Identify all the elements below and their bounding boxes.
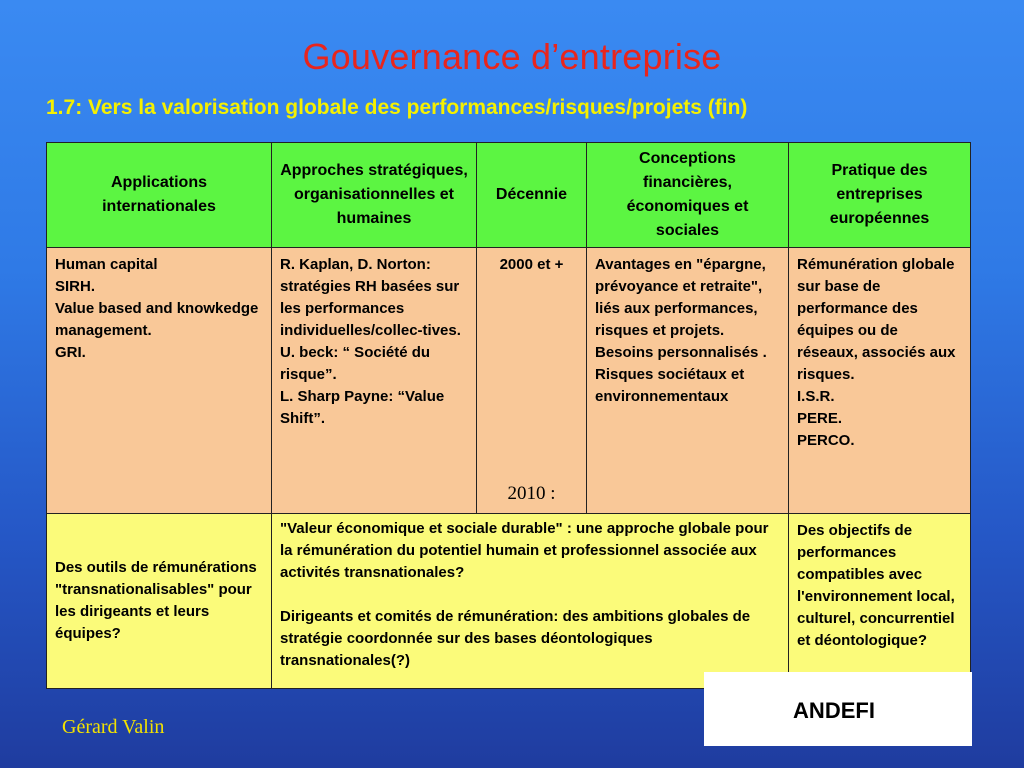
header-applications: Applications internationales [47,143,272,248]
cell-pratique-2010s: Des objectifs de performances compatibles avec l'environnement local, culturel, concurrentiel et déontologique? [789,514,971,689]
cell-pratique-2000s: Rémunération globale sur base de performance des équipes ou de réseaux, associés aux risques. I.S.R. PERE. PERCO. [789,248,971,514]
table-row-2010s [47,514,971,689]
cell-approches-2000s: R. Kaplan, D. Norton: stratégies RH basées sur les performances individuelles/collec-tives. U. beck: “ Société du risque”. L. Sharp Payne: “Value Shift”. [272,248,477,514]
decade-2010: 2010 : [507,483,556,504]
table-row-2000s [47,248,971,514]
header-conceptions: Conceptions financières, économiques et sociales [587,143,789,248]
cell-merged-2010s [272,514,789,689]
andefi-logo-text: ANDEFI [793,698,875,723]
andefi-logo-box [704,672,972,746]
cell-applications-2010s: Des outils de rémunérations "transnationalisables" pour les dirigeants et leurs équipes? [47,514,272,689]
header-decennie: Décennie [477,143,587,248]
author-name: Gérard Valin [62,716,165,738]
cell-conceptions-2000s: Avantages en "épargne, prévoyance et retraite", liés aux performances, risques et projets. Besoins personnalisés . Risques sociétaux et environnementaux [587,248,789,514]
header-pratique: Pratique des entreprises européennes [789,143,971,248]
governance-table [46,142,971,689]
header-approches: Approches stratégiques, organisationnelles et humaines [272,143,477,248]
cell-applications-2000s: Human capital SIRH. Value based and knowkedge management. GRI. [47,248,272,514]
table-header-row [47,143,971,248]
decade-2000: 2000 et + [499,256,564,273]
slide-title: Gouvernance d’entreprise [302,36,722,77]
merged-paragraph-2: Dirigeants et comités de rémunération: des ambitions globales de stratégie coordonnée sur des bases déontologiques transnationales(?) [280,608,751,669]
slide-subtitle: 1.7: Vers la valorisation globale des performances/risques/projets (fin) [46,96,748,119]
cell-decennie [477,248,587,514]
merged-paragraph-1: "Valeur économique et sociale durable" : une approche globale pour la rémunération du potentiel humain et professionnel associée aux activités transnationales? [280,520,769,581]
